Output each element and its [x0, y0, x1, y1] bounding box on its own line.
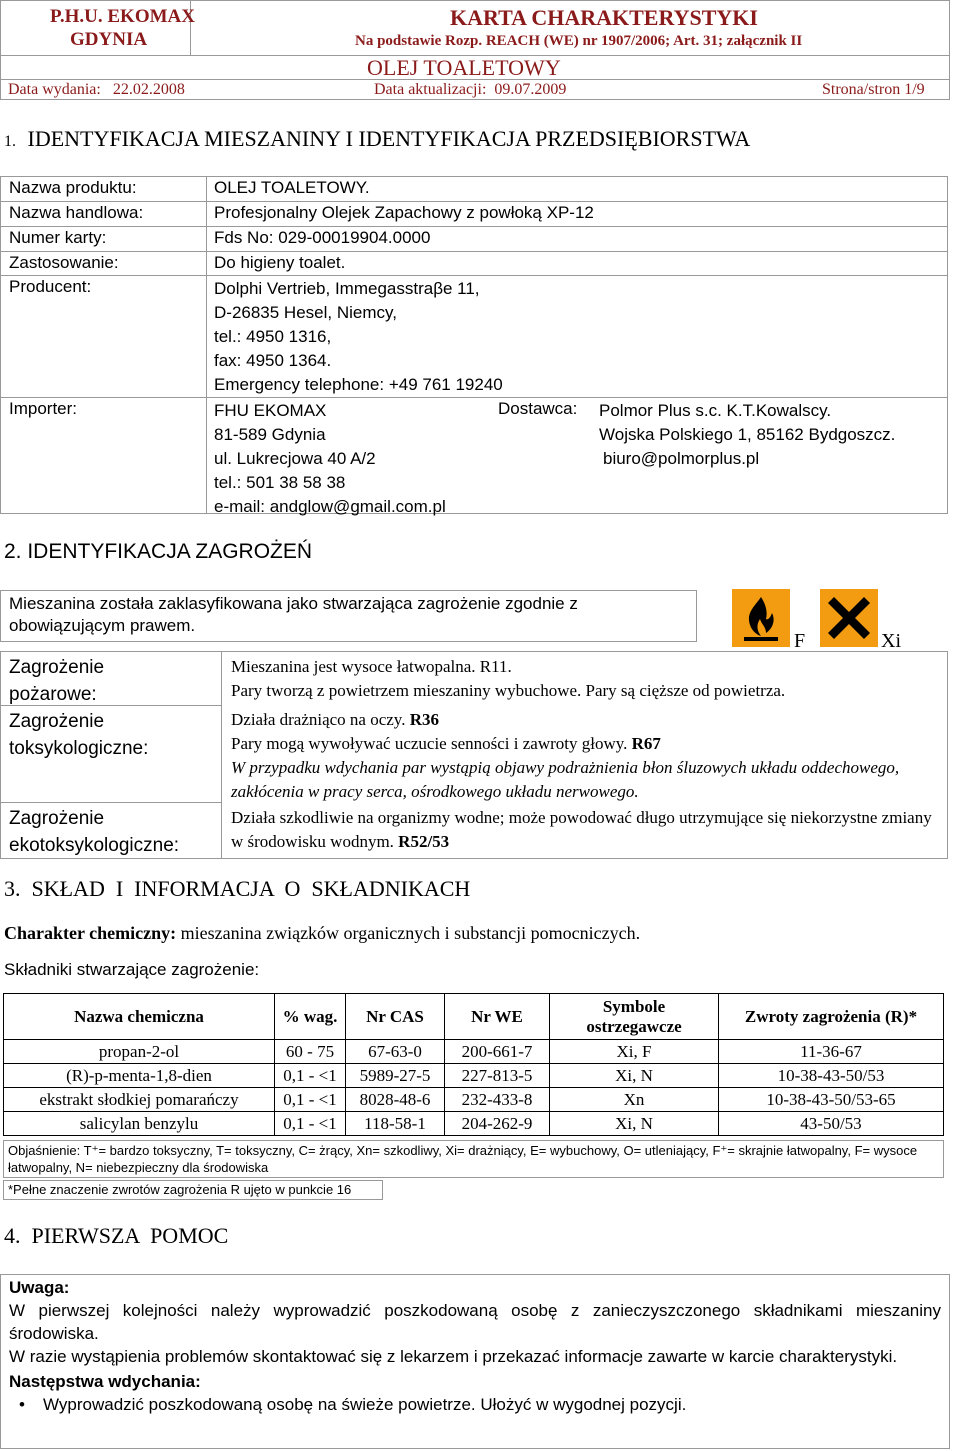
card-number-value: Fds No: 029-00019904.0000	[214, 228, 431, 247]
symbol-f-label: F	[794, 630, 806, 652]
tox-code-2: R67	[631, 734, 661, 753]
table-cell: Xi, N	[550, 1112, 719, 1136]
tox-hazard-label	[9, 708, 148, 762]
eco-hazard-label	[9, 805, 179, 859]
section1-title: IDENTYFIKACJA MIESZANINY I IDENTYFIKACJA PRZEDSIĘBIORSTWA	[27, 126, 751, 151]
header	[0, 0, 950, 100]
footnote-text: *Pełne znaczenie zwrotów zagrożenia R ujęto w punkcie 16	[8, 1182, 352, 1197]
column-header: % wag.	[275, 994, 346, 1040]
section1-heading	[4, 126, 750, 152]
x-cross-icon	[820, 589, 878, 647]
producer-line: fax: 4950 1364.	[214, 351, 332, 370]
note-text: W pierwszej kolejności należy wyprowadzić poszkodowaną osobę z zanieczyszczonego składnikami mieszaniny środowiska.	[9, 1301, 941, 1343]
page-number: Strona/stron 1/9	[822, 81, 925, 98]
explanation-box	[3, 1140, 944, 1178]
table-cell: 0,1 - <1	[275, 1064, 346, 1088]
table-cell: Xi, F	[550, 1040, 719, 1064]
eco-text: Działa szkodliwie na organizmy wodne; może powodować długo utrzymujące się niekorzystne zmiany w środowisku wodnym.	[231, 808, 932, 851]
table-cell: Xi, N	[550, 1064, 719, 1088]
tox-hazard-text	[231, 708, 946, 804]
label-line: Zagrożenie	[9, 657, 105, 678]
table-cell: 43-50/53	[719, 1112, 944, 1136]
table-cell: Xn	[550, 1088, 719, 1112]
trade-name-value: Profesjonalny Olejek Zapachowy z powłoką XP-12	[214, 203, 594, 222]
importer-line: 81-589 Gdynia	[214, 425, 326, 444]
fire-hazard-text	[231, 655, 946, 703]
section1-number: 1.	[4, 133, 16, 150]
label-line: ekotoksykologiczne:	[9, 835, 180, 856]
table-cell: salicylan benzylu	[4, 1112, 275, 1136]
producer-line: tel.: 4950 1316,	[214, 327, 332, 346]
table-cell: propan-2-ol	[4, 1040, 275, 1064]
fire-code: R11.	[479, 657, 512, 676]
document-type: KARTA CHARAKTERYSTYKI	[450, 5, 758, 30]
eco-code: R52/53	[398, 832, 450, 851]
column-header: Nr WE	[445, 994, 550, 1040]
components-label: Składniki stwarzające zagrożenie:	[4, 960, 260, 979]
issue-date: Data wydania: 22.02.2008	[8, 81, 185, 98]
card-number-label: Numer karty:	[9, 228, 107, 247]
importer-label: Importer:	[9, 399, 78, 418]
label-line: Zagrożenie	[9, 808, 105, 829]
column-header: Zwroty zagrożenia (R)*	[719, 994, 944, 1040]
importer-line: tel.: 501 38 58 38	[214, 473, 346, 492]
importer-line: e-mail: andglow@gmail.com.pl	[214, 497, 446, 516]
column-header: Nazwa chemiczna	[4, 994, 275, 1040]
explanation-text: Objaśnienie: T⁺= bardzo toksyczny, T= toksyczny, C= żrący, Xn= szkodliwy, Xi= drażniący, E= wybuchowy, O= utleniający, F⁺= skrajnie łatwopalny, F= wysoce łatwopalny, N= niebezpieczny dla środowiska	[8, 1143, 918, 1175]
producer-line: Dolphi Vertrieb, Immegasstraβe 11,	[214, 279, 480, 298]
company-name: P.H.U. EKOMAX	[50, 6, 195, 27]
supplier-details	[599, 399, 895, 471]
symbol-xi-label: Xi	[881, 630, 901, 652]
identification-table	[0, 176, 948, 514]
table-cell: 5989-27-5	[346, 1064, 445, 1088]
fire-hazard-label	[9, 654, 104, 708]
table-cell: 232-433-8	[445, 1088, 550, 1112]
product-name-value: OLEJ TOALETOWY.	[214, 178, 370, 197]
table-cell: 8028-48-6	[346, 1088, 445, 1112]
table-cell: 10-38-43-50/53	[719, 1064, 944, 1088]
first-aid-box	[0, 1274, 950, 1449]
update-date: Data aktualizacji: 09.07.2009	[374, 81, 567, 98]
note-label: Uwaga:	[9, 1278, 70, 1297]
table-cell: 0,1 - <1	[275, 1088, 346, 1112]
table-cell: 118-58-1	[346, 1112, 445, 1136]
label-line: Zagrożenie	[9, 711, 105, 732]
footnote-box	[3, 1180, 383, 1200]
chemical-character	[4, 923, 640, 944]
producer-line: Emergency telephone: +49 761 19240	[214, 375, 503, 394]
note-text-2: W razie wystąpienia problemów skontaktować się z lekarzem i przekazać informacje zawarte w karcie charakterystyki.	[9, 1347, 898, 1366]
producer-line: D-26835 Hesel, Niemcy,	[214, 303, 397, 322]
table-cell: ekstrakt słodkiej pomarańczy	[4, 1088, 275, 1112]
table-cell: 200-661-7	[445, 1040, 550, 1064]
product-name-label: Nazwa produktu:	[9, 178, 137, 197]
trade-name-label: Nazwa handlowa:	[9, 203, 144, 222]
usage-label: Zastosowanie:	[9, 253, 119, 272]
label-line: pożarowe:	[9, 684, 97, 705]
table-cell: 60 - 75	[275, 1040, 346, 1064]
regulation-basis: Na podstawie Rozp. REACH (WE) nr 1907/2006; Art. 31; załącznik II	[355, 33, 803, 49]
classification-box	[0, 590, 697, 642]
table-cell: 204-262-9	[445, 1112, 550, 1136]
column-header: Nr CAS	[346, 994, 445, 1040]
column-header: Symbole ostrzegawcze	[550, 994, 719, 1040]
table-cell: 0,1 - <1	[275, 1112, 346, 1136]
producer-details	[214, 277, 503, 397]
label-line: toksykologiczne:	[9, 738, 149, 759]
supplier-line: Wojska Polskiego 1, 85162 Bydgoszcz.	[599, 425, 896, 444]
importer-line: FHU EKOMAX	[214, 401, 327, 420]
character-label: Charakter chemiczny:	[4, 923, 177, 943]
inhalation-text: Wyprowadzić poszkodowaną osobę na świeże powietrze. Ułożyć w wygodnej pozycji.	[43, 1395, 687, 1414]
fire-text: Mieszanina jest wysoce łatwopalna.	[231, 657, 476, 676]
tox-text: Działa drażniąco na oczy.	[231, 710, 406, 729]
table-cell: (R)-p-menta-1,8-dien	[4, 1064, 275, 1088]
section2-title: 2. IDENTYFIKACJA ZAGROŻEŃ	[4, 540, 313, 563]
inhalation-item: • Wyprowadzić poszkodowaną osobę na świeże powietrze. Ułożyć w wygodnej pozycji.	[19, 1395, 687, 1414]
supplier-line: biuro@polmorplus.pl	[603, 449, 760, 468]
company-city: GDYNIA	[70, 29, 148, 50]
character-value: mieszanina związków organicznych i substancji pomocniczych.	[180, 923, 641, 943]
fire-text-2: Pary tworzą z powietrzem mieszaniny wybuchowe. Pary są cięższe od powietrza.	[231, 681, 786, 700]
inhalation-label: Następstwa wdychania:	[9, 1372, 201, 1391]
importer-line: ul. Lukrecjowa 40 A/2	[214, 449, 376, 468]
section4-title: 4. PIERWSZA POMOC	[4, 1223, 229, 1248]
table-cell: 67-63-0	[346, 1040, 445, 1064]
importer-details	[214, 399, 446, 519]
product-title: OLEJ TOALETOWY	[367, 55, 561, 80]
usage-value: Do higieny toalet.	[214, 253, 346, 272]
flame-icon	[732, 589, 790, 647]
eco-hazard-text	[231, 806, 946, 854]
classification-text: Mieszanina została zaklasyfikowana jako stwarzająca zagrożenie zgodnie z obowiązującym prawem.	[9, 594, 578, 635]
table-cell: 227-813-5	[445, 1064, 550, 1088]
components-table	[3, 993, 944, 1136]
producer-label: Producent:	[9, 277, 92, 296]
tox-text-2: Pary mogą wywoływać uczucie senności i zawroty głowy.	[231, 734, 628, 753]
supplier-label: Dostawca:	[498, 399, 578, 418]
tox-text-3: W przypadku wdychania par wystąpią objawy podrażnienia błon śluzowych układu oddechowego, zakłócenia w pracy serca, ośrodkowego układu nerwowego.	[231, 758, 900, 801]
supplier-line: Polmor Plus s.c. K.T.Kowalscy.	[599, 401, 832, 420]
table-cell: 11-36-67	[719, 1040, 944, 1064]
section3-title: 3. SKŁAD I INFORMACJA O SKŁADNIKACH	[4, 876, 471, 901]
tox-code: R36	[409, 710, 439, 729]
table-cell: 10-38-43-50/53-65	[719, 1088, 944, 1112]
